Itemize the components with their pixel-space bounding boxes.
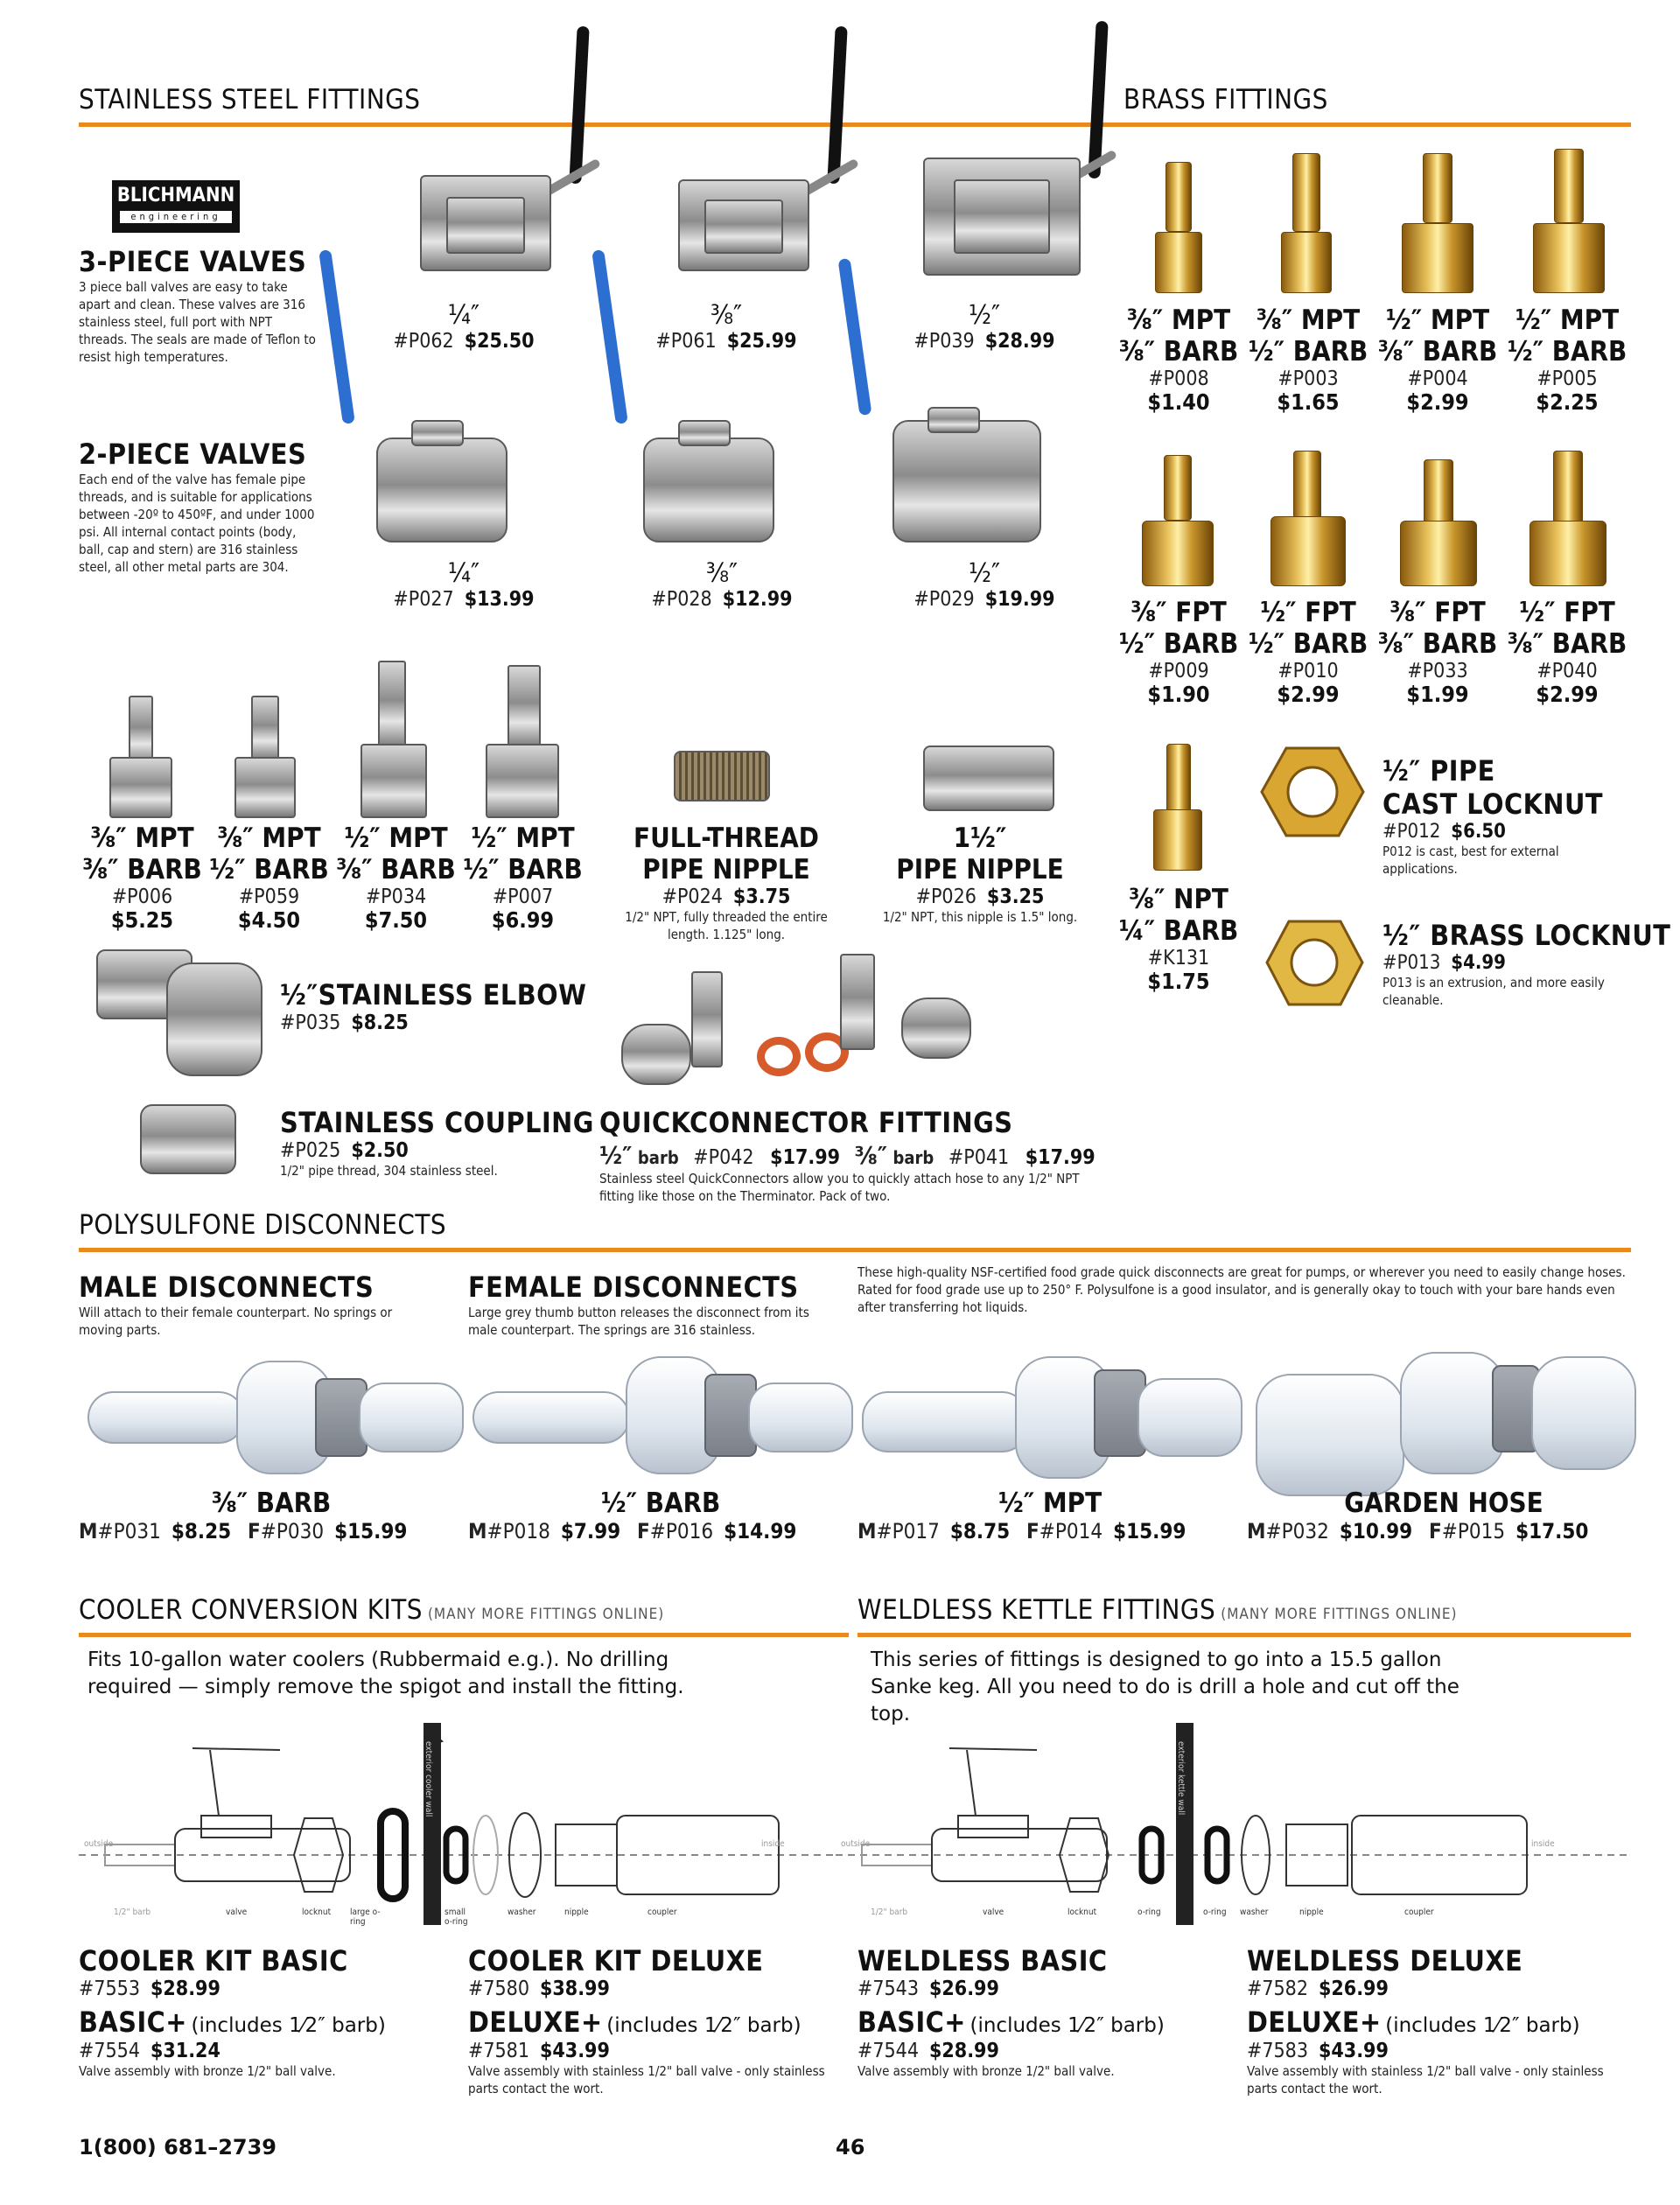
weldless-deluxe-sku: #7582	[1247, 1978, 1308, 2000]
pipe-nipple-t1: 1½″	[953, 822, 1007, 854]
brass-npt-l2: ¼″ BARB	[1118, 915, 1239, 947]
ss-barb-3-sku: #P034	[365, 886, 427, 908]
valve-3pc-3-sku: #P039	[914, 330, 975, 353]
footer-phone: 1(800) 681–2739	[79, 2135, 276, 2160]
brass-locknut	[1382, 919, 1671, 1009]
cooler-label-wall: exterior cooler wall	[424, 1741, 433, 1817]
pipe-nipple-t2: PIPE NIPPLE	[896, 854, 1064, 886]
three-piece-title: 3-PIECE VALVES	[79, 245, 307, 278]
ss-barb-4-price: $6.99	[491, 907, 555, 933]
weldless-label-inside: inside	[1531, 1839, 1555, 1849]
disconnect-3-mprice: $8.75	[949, 1519, 1011, 1544]
pipe-nipple-price: $3.25	[986, 886, 1045, 908]
ss-barb-2-price: $4.50	[237, 907, 301, 933]
weldless-deluxe-plus: DELUXE+	[1247, 2006, 1382, 2039]
pipe-nipple-image	[923, 746, 1054, 811]
brass-mpt-1-l1: ⅜″ MPT	[1126, 304, 1231, 336]
quick-title: QUICKCONNECTOR FITTINGS	[599, 1106, 1013, 1139]
ss-barb-3-price: $7.50	[364, 907, 428, 933]
stainless-rule	[79, 122, 1125, 127]
brass-mpt-4-sku: #P005	[1536, 368, 1598, 390]
cooler-label-inside: inside	[761, 1839, 785, 1849]
weldless-kit-deluxe	[1247, 1944, 1632, 2097]
cast-locknut-price: $6.50	[1451, 821, 1506, 843]
full-nipple-sku: #P024	[662, 886, 723, 908]
brass-fpt-1-sku: #P009	[1148, 660, 1209, 682]
weldless-deluxe-plus-price: $43.99	[1319, 2040, 1389, 2062]
valve-3pc-1-label	[376, 302, 551, 353]
coupling-price: $2.50	[351, 1139, 409, 1162]
brass-fpt-3	[1372, 597, 1503, 707]
disconnect-4	[1247, 1488, 1641, 1544]
full-nipple-desc: 1/2" NPT, fully threaded the entire length. 1.125" long.	[625, 909, 828, 942]
brass-fpt-3-l1: ⅜″ FPT	[1390, 597, 1486, 628]
male-title: MALE DISCONNECTS	[79, 1270, 374, 1304]
elbow-title: ½″STAINLESS ELBOW	[280, 978, 587, 1012]
brass-fpt-1	[1113, 597, 1244, 707]
ss-barb-2	[206, 822, 332, 933]
cooler-deluxe-sku: #7580	[468, 1978, 529, 2000]
elbow-price: $8.25	[351, 1012, 409, 1034]
brass-fpt-4-l1: ½″ FPT	[1519, 597, 1615, 628]
weldless-deluxe-title: WELDLESS DELUXE	[1247, 1944, 1523, 1978]
weldless-basic-plus: BASIC+	[858, 2006, 966, 2039]
cooler-label-coupler: coupler	[648, 1908, 677, 1917]
cooler-basic-inc: (includes 1⁄2″ barb)	[191, 2014, 386, 2037]
quick-b-price: $17.99	[1025, 1146, 1096, 1169]
logo-sub: engineering	[120, 211, 232, 223]
weldless-label-barb: 1/2" barb	[871, 1908, 908, 1917]
cooler-kit-basic	[79, 1944, 446, 2080]
quick-b-label: barb	[892, 1147, 934, 1168]
poly-rule	[79, 1248, 1631, 1252]
valve-3pc-2-sku: #P061	[655, 330, 717, 353]
two-piece-desc: Each end of the valve has female pipe threads, and is suitable for applications between -20º to 450ºF, and under 1000 psi. All internal contact points (body, ball, cap and stern) are 316 stainless steel, all other metal parts are 304.	[79, 472, 315, 575]
brass-locknut-price: $4.99	[1451, 952, 1506, 974]
ss-barb-2-l1: ⅜″ MPT	[217, 822, 321, 854]
valve-2pc-2-label	[634, 560, 809, 611]
ss-barb-1	[79, 822, 206, 933]
cooler-deluxe-plus: DELUXE+	[468, 2006, 603, 2039]
disconnect-2-size: ½″ BARB	[600, 1488, 721, 1519]
quick-b-size: ⅜″	[854, 1141, 887, 1170]
cooler-label-nipple: nipple	[564, 1908, 589, 1917]
disconnect-2-m: M	[468, 1519, 487, 1544]
valve-2pc-1-price: $13.99	[464, 588, 535, 611]
brass-mpt-1-sku: #P008	[1148, 368, 1209, 390]
disconnect-4-mprice: $10.99	[1339, 1519, 1413, 1544]
female-desc: Large grey thumb button releases the disconnect from its male counterpart. The springs are 316 stainless.	[468, 1305, 809, 1338]
weldless-deluxe-desc: Valve assembly with stainless 1/2" ball valve - only stainless parts contact the wort.	[1247, 2063, 1604, 2096]
weldless-basic-plus-sku: #7544	[858, 2040, 919, 2062]
full-nipple-t2: PIPE NIPPLE	[642, 854, 810, 886]
brass-mpt-4-price: $2.25	[1536, 389, 1599, 415]
valve-2pc-3-price: $19.99	[984, 588, 1055, 611]
disconnect-3-f: F	[1026, 1519, 1040, 1544]
weldless-kit-basic	[858, 1944, 1234, 2080]
cooler-basic-price: $28.99	[150, 1978, 220, 2000]
coupling-title: STAINLESS COUPLING	[280, 1106, 594, 1139]
valve-3pc-1-size: ¼″	[447, 300, 480, 331]
elbow-sku: #P035	[280, 1012, 341, 1034]
quick-a-label: barb	[637, 1147, 679, 1168]
brass-mpt-2-sku: #P003	[1278, 368, 1339, 390]
weldless-text: This series of fittings is designed to go into a 15.5 gallon Sanke keg. All you need to do is drill a hole and cut off the top.	[871, 1648, 1460, 1726]
ss-barb-4	[459, 822, 586, 933]
brass-fpt-2-sku: #P010	[1278, 660, 1339, 682]
weldless-label-oring-2: o-ring	[1203, 1908, 1227, 1917]
valve-3pc-1-sku: #P062	[393, 330, 454, 353]
disconnect-2	[468, 1488, 853, 1544]
full-nipple-image	[674, 751, 770, 802]
brass-locknut-sku: #P013	[1382, 952, 1441, 974]
weldless-basic-inc: (includes 1⁄2″ barb)	[970, 2014, 1165, 2037]
cooler-title-note: (MANY MORE FITTINGS ONLINE)	[427, 1606, 665, 1623]
brass-mpt-4-l1: ½″ MPT	[1515, 304, 1620, 336]
valve-3pc-2-price: $25.99	[726, 330, 797, 353]
brass-mpt-2-l2: ½″ BARB	[1248, 336, 1368, 368]
cooler-basic-plus-sku: #7554	[79, 2040, 140, 2062]
two-piece-title: 2-PIECE VALVES	[79, 438, 307, 471]
brass-mpt-1	[1113, 304, 1244, 415]
brass-fpt-2-l2: ½″ BARB	[1248, 628, 1368, 660]
brass-fpt-1-l1: ⅜″ FPT	[1130, 597, 1227, 628]
valve-2pc-1-size: ¼″	[447, 558, 480, 589]
ss-barb-2-l2: ½″ BARB	[209, 854, 329, 886]
valve-2pc-3-sku: #P029	[914, 588, 975, 611]
pipe-nipple-sku: #P026	[915, 886, 976, 908]
brass-section-title: BRASS FITTINGS	[1124, 84, 1328, 116]
brass-mpt-2	[1242, 304, 1374, 415]
valve-2pc-2-sku: #P028	[651, 588, 712, 611]
valve-2pc-2-price: $12.99	[722, 588, 793, 611]
disconnect-3-m: M	[858, 1519, 877, 1544]
brass-mpt-3	[1372, 304, 1503, 415]
coupling-desc: 1/2" pipe thread, 304 stainless steel.	[280, 1163, 498, 1179]
disconnect-3-fsku: #P014	[1039, 1519, 1103, 1544]
brass-fpt-4-l2: ⅜″ BARB	[1507, 628, 1628, 660]
quick-b-sku: #P041	[948, 1146, 1010, 1169]
valve-3pc-3-price: $28.99	[984, 330, 1055, 353]
weldless-label-valve: valve	[983, 1908, 1004, 1917]
coupling	[280, 1106, 594, 1180]
quickconnector	[599, 1106, 1096, 1205]
cooler-diagram-labels	[79, 1706, 840, 1925]
weldless-title-text: WELDLESS KETTLE FITTINGS	[858, 1594, 1216, 1626]
cooler-basic-desc: Valve assembly with bronze 1/2" ball valve.	[79, 2063, 336, 2079]
cooler-deluxe-plus-sku: #7581	[468, 2040, 529, 2062]
stainless-section-title: STAINLESS STEEL FITTINGS	[79, 84, 421, 116]
weldless-basic-sku: #7543	[858, 1978, 919, 2000]
disconnect-2-f: F	[636, 1519, 650, 1544]
cooler-rule	[79, 1633, 849, 1637]
weldless-label-washer: washer	[1240, 1908, 1269, 1917]
cooler-deluxe-plus-price: $43.99	[540, 2040, 610, 2062]
brass-fpt-2	[1242, 597, 1374, 707]
valve-3pc-1-price: $25.50	[464, 330, 535, 353]
brass-mpt-4	[1502, 304, 1633, 415]
cooler-deluxe-desc: Valve assembly with stainless 1/2" ball valve - only stainless parts contact the wort.	[468, 2063, 825, 2096]
cooler-title-text: COOLER CONVERSION KITS	[79, 1594, 423, 1626]
disconnect-4-fsku: #P015	[1441, 1519, 1506, 1544]
brass-npt-sku: #K131	[1147, 947, 1210, 970]
elbow	[280, 978, 586, 1034]
coupling-sku: #P025	[280, 1139, 341, 1162]
cooler-deluxe-inc: (includes 1⁄2″ barb)	[606, 2014, 802, 2037]
brass-npt	[1113, 884, 1244, 994]
ss-barb-4-l2: ½″ BARB	[463, 854, 583, 886]
disconnect-4-fprice: $17.50	[1516, 1519, 1589, 1544]
brass-mpt-3-l2: ⅜″ BARB	[1377, 336, 1498, 368]
weldless-rule	[858, 1633, 1631, 1637]
weldless-label-coupler: coupler	[1404, 1908, 1434, 1917]
brass-fpt-1-l2: ½″ BARB	[1118, 628, 1239, 660]
valve-2pc-1-label	[376, 560, 551, 611]
disconnect-1-size: ⅜″ BARB	[211, 1488, 332, 1519]
blichmann-logo	[112, 180, 240, 233]
brass-fpt-4-price: $2.99	[1536, 682, 1599, 707]
disconnect-4-msku: #P032	[1265, 1519, 1329, 1544]
pipe-nipple	[866, 822, 1094, 926]
cooler-label-outside: outside	[84, 1839, 114, 1849]
disconnect-1-m: M	[79, 1519, 98, 1544]
cast-locknut-image	[1260, 744, 1365, 840]
brass-locknut-image	[1264, 917, 1365, 1009]
weldless-label-nipple: nipple	[1299, 1908, 1324, 1917]
disconnect-3-msku: #P017	[876, 1519, 940, 1544]
brass-fpt-4-sku: #P040	[1536, 660, 1598, 682]
quick-desc: Stainless steel QuickConnectors allow you to quickly attach hose to any 1/2" NPT fitting like those on the Therminator. Pack of two.	[599, 1171, 1080, 1204]
disconnect-3-size: ½″ MPT	[998, 1488, 1102, 1519]
ss-barb-1-l1: ⅜″ MPT	[90, 822, 194, 854]
disconnect-2-mprice: $7.99	[560, 1519, 621, 1544]
disconnect-4-m: M	[1247, 1519, 1266, 1544]
cooler-deluxe-price: $38.99	[540, 1978, 610, 2000]
quick-a-sku: #P042	[693, 1146, 754, 1169]
disconnect-3-fprice: $15.99	[1113, 1519, 1186, 1544]
pipe-nipple-desc: 1/2" NPT, this nipple is 1.5" long.	[882, 909, 1078, 925]
weldless-label-outside: outside	[841, 1839, 871, 1849]
brass-fpt-4	[1502, 597, 1633, 707]
cooler-section-title	[79, 1594, 664, 1626]
logo-name: BLICHMANN	[116, 185, 235, 206]
poly-section-title: POLYSULFONE DISCONNECTS	[79, 1209, 447, 1241]
brass-fpt-2-l1: ½″ FPT	[1260, 597, 1356, 628]
brass-npt-price: $1.75	[1147, 969, 1210, 994]
cooler-text: Fits 10-gallon water coolers (Rubbermaid e.g.). No drilling required — simply remove the spigot and install the fitting.	[88, 1648, 684, 1698]
poly-desc: These high-quality NSF-certified food grade quick disconnects are great for pumps, or wherever you need to easily change hoses. Rated for food grade use up to 250° F. Polysulfone is a good insulator, and is generally okay to touch with your bare hands even after transferring hot liquids.	[858, 1264, 1626, 1315]
cooler-label-barb: 1/2" barb	[114, 1908, 151, 1917]
cooler-deluxe-title: COOLER KIT DELUXE	[468, 1944, 764, 1978]
brass-mpt-4-l2: ½″ BARB	[1507, 336, 1628, 368]
quick-a-size: ½″	[599, 1141, 633, 1170]
brass-mpt-2-l1: ⅜″ MPT	[1256, 304, 1361, 336]
cast-locknut-t1: ½″ PIPE	[1382, 754, 1495, 788]
cooler-kit-deluxe	[468, 1944, 844, 2097]
cast-locknut-desc: P012 is cast, best for external applications.	[1382, 844, 1559, 877]
valve-3pc-3-size: ½″	[968, 300, 1001, 331]
cast-locknut-t2: CAST LOCKNUT	[1382, 788, 1604, 821]
brass-mpt-1-l2: ⅜″ BARB	[1118, 336, 1239, 368]
brass-mpt-2-price: $1.65	[1277, 389, 1340, 415]
valve-2pc-3-size: ½″	[968, 558, 1001, 589]
full-nipple	[604, 822, 849, 943]
disconnect-4-size: GARDEN HOSE	[1344, 1488, 1544, 1519]
weldless-basic-title: WELDLESS BASIC	[858, 1944, 1108, 1978]
cooler-label-large-oring: large o-ring	[350, 1908, 381, 1927]
cooler-label-valve: valve	[226, 1908, 248, 1917]
weldless-label-oring-1: o-ring	[1138, 1908, 1161, 1917]
brass-fpt-2-price: $2.99	[1277, 682, 1340, 707]
brass-fpt-1-price: $1.90	[1147, 682, 1210, 707]
three-piece-desc: 3 piece ball valves are easy to take apart and clean. These valves are 316 stainless steel, full port with NPT threads. The seals are made of Teflon to resist high temperatures.	[79, 279, 316, 365]
cooler-label-small-oring: small o-ring	[444, 1908, 468, 1927]
full-nipple-price: $3.75	[732, 886, 791, 908]
cooler-label-locknut: locknut	[302, 1908, 332, 1917]
disconnect-1-fsku: #P030	[260, 1519, 325, 1544]
disconnect-1-fprice: $15.99	[334, 1519, 408, 1544]
brass-mpt-3-price: $2.99	[1406, 389, 1469, 415]
ss-barb-4-sku: #P007	[492, 886, 554, 908]
cooler-basic-plus: BASIC+	[79, 2006, 187, 2039]
male-desc: Will attach to their female counterpart. No springs or moving parts.	[79, 1305, 393, 1338]
ss-barb-3-l1: ½″ MPT	[344, 822, 448, 854]
weldless-basic-desc: Valve assembly with bronze 1/2" ball valve.	[858, 2063, 1115, 2079]
brass-locknut-title: ½″ BRASS LOCKNUT	[1382, 919, 1671, 952]
brass-fpt-3-price: $1.99	[1406, 682, 1469, 707]
disconnect-2-fprice: $14.99	[724, 1519, 797, 1544]
quick-a-price: $17.99	[770, 1146, 841, 1169]
ss-barb-3	[332, 822, 459, 933]
brass-fpt-3-sku: #P033	[1407, 660, 1468, 682]
weldless-label-wall: exterior kettle wall	[1176, 1741, 1186, 1816]
disconnect-4-f: F	[1429, 1519, 1442, 1544]
ss-barb-1-price: $5.25	[110, 907, 174, 933]
ss-barb-1-sku: #P006	[111, 886, 173, 908]
brass-mpt-3-l1: ½″ MPT	[1385, 304, 1490, 336]
valve-3pc-3-label	[897, 302, 1072, 353]
female-title: FEMALE DISCONNECTS	[468, 1270, 799, 1304]
cooler-basic-title: COOLER KIT BASIC	[79, 1944, 348, 1978]
weldless-deluxe-inc: (includes 1⁄2″ barb)	[1385, 2014, 1580, 2037]
brass-mpt-3-sku: #P004	[1407, 368, 1468, 390]
weldless-deluxe-plus-sku: #7583	[1247, 2040, 1308, 2062]
weldless-deluxe-price: $26.99	[1319, 1978, 1389, 2000]
weldless-basic-price: $26.99	[929, 1978, 999, 2000]
valve-3pc-2-size: ⅜″	[710, 300, 743, 331]
brass-fpt-3-l2: ⅜″ BARB	[1377, 628, 1498, 660]
ss-barb-4-l1: ½″ MPT	[471, 822, 575, 854]
weldless-title-note: (MANY MORE FITTINGS ONLINE)	[1221, 1606, 1458, 1623]
cooler-basic-sku: #7553	[79, 1978, 140, 2000]
weldless-basic-plus-price: $28.99	[929, 2040, 999, 2062]
weldless-label-locknut: locknut	[1068, 1908, 1097, 1917]
male-disconnects	[79, 1270, 429, 1339]
page-number: 46	[836, 2135, 865, 2160]
brass-locknut-desc: P013 is an extrusion, and more easily cleanable.	[1382, 975, 1605, 1008]
female-disconnects	[468, 1270, 836, 1339]
valve-2pc-3-label	[897, 560, 1072, 611]
cast-locknut-sku: #P012	[1382, 821, 1441, 843]
cooler-label-washer: washer	[508, 1908, 536, 1917]
full-nipple-t1: FULL-THREAD	[634, 822, 819, 854]
valve-3pc-2-label	[639, 302, 814, 353]
disconnect-1-f: F	[247, 1519, 261, 1544]
disconnect-1	[79, 1488, 464, 1544]
ss-barb-3-l2: ⅜″ BARB	[336, 854, 456, 886]
valve-2pc-2-size: ⅜″	[705, 558, 738, 589]
coupling-image	[140, 1104, 236, 1174]
brass-mpt-1-price: $1.40	[1147, 389, 1210, 415]
brass-rule	[1124, 122, 1631, 127]
cast-locknut	[1382, 754, 1645, 878]
disconnect-1-msku: #P031	[97, 1519, 161, 1544]
disconnect-2-fsku: #P016	[649, 1519, 714, 1544]
disconnect-1-mprice: $8.25	[171, 1519, 232, 1544]
ss-barb-1-l2: ⅜″ BARB	[82, 854, 202, 886]
valve-2pc-1-sku: #P027	[393, 588, 454, 611]
weldless-section-title	[858, 1594, 1458, 1626]
brass-npt-l1: ⅜″ NPT	[1129, 884, 1228, 915]
ss-barb-2-sku: #P059	[238, 886, 300, 908]
disconnect-2-msku: #P018	[486, 1519, 550, 1544]
cooler-basic-plus-price: $31.24	[150, 2040, 220, 2062]
weldless-diagram-labels	[836, 1706, 1632, 1925]
disconnect-3	[858, 1488, 1242, 1544]
